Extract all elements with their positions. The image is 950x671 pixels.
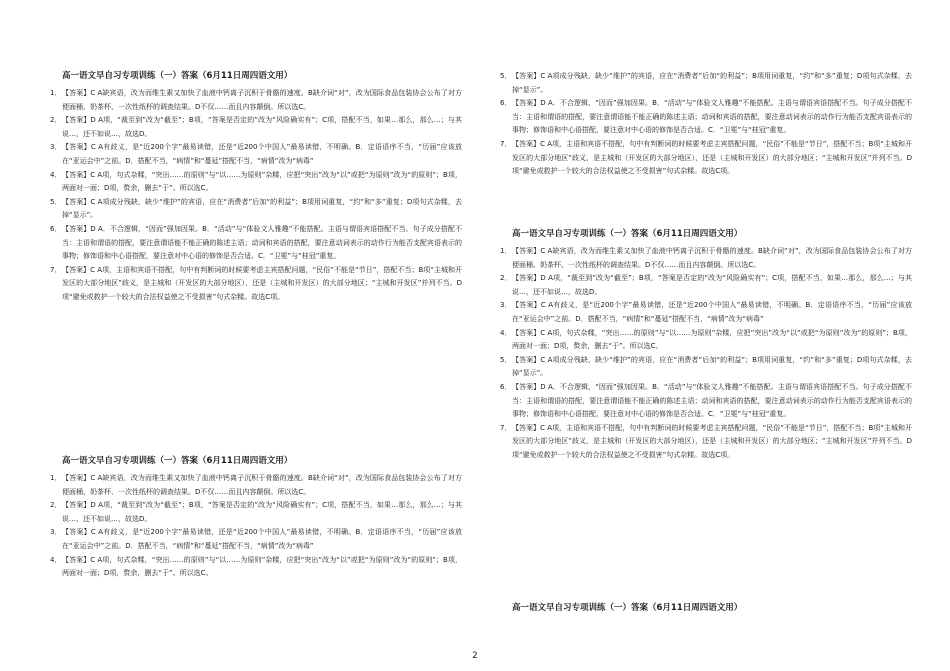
item-text: 【答案】C A有歧义，是“近200个字”最易读错，还是“近200个中国人”最易读错，不明确。B．定语语序不当，“历届”应该放在“亚运会中”之前。D．搭配不当，“病情”和“蔓延”搭配不当，“病情”改为“病毒” [62, 143, 462, 165]
item-number: 7． [50, 265, 62, 274]
answer-item [50, 114, 462, 141]
item-text: 【答案】C A缺宾语，改为而维生素又加快了血液中钙离子沉积于骨骼的速度。B缺介词“对”，改为国际食品包装协会公布了对方便面桶、奶茶杯、一次性纸杯的调查结果。D不仅……而且内容颠倒。所以选C。 [512, 247, 912, 269]
item-number: 4． [50, 555, 62, 564]
section-title: 高一语文早自习专项训练（一）答案（6月11日周四语文用） [62, 71, 293, 81]
item-number: 2． [50, 501, 62, 510]
item-text: 【答案】C A缺宾语，改为而维生素又加快了血液中钙离子沉积于骨骼的速度。B缺介词“对”，改为国际食品包装协会公布了对方便面桶、奶茶杯、一次性纸杯的调查结果。D不仅……而且内容颠倒。所以选C。 [62, 474, 462, 496]
item-number: 4． [500, 328, 512, 337]
answer-block-1-continued [500, 70, 912, 179]
answer-item [500, 272, 912, 299]
answer-item [50, 169, 462, 196]
answer-item [50, 554, 462, 581]
answer-block-2 [50, 455, 462, 581]
item-number: 1． [500, 247, 512, 255]
item-number: 5． [500, 355, 512, 364]
item-text: 【答案】C A项成分残缺，缺少“维护”的宾语，应在“消费者”后加“的利益”；B项用词重复，“约”和“多”重复；D项句式杂糅，去掉“显示”。 [512, 355, 912, 378]
item-number: 6． [500, 99, 512, 108]
item-text: 【答案】D A项，“裁至到”改为“截至”；B项，“答案是否定的”改为“风险确实有”；C项，搭配不当，如果…那么，那么…；与其说…，还不如说…，故选D。 [62, 501, 462, 523]
item-text: 【答案】D A．不合逻辑，“因而”强加因果。B．“活动”与“体验文人雅趣”不能搭配。主语与谓语宾语搭配不当。句子成分搭配不当：主语和谓语的搭配，要注意谓语能不能正确的陈述主语；动词和宾语的搭配，要注意动词表示的动作行为能否支配宾语表示的事物；修饰语和中心语搭配，要注意对中心语的修饰是否合适。C．“卫冕”与“桂冠”重复。 [62, 224, 462, 261]
item-text: 【答案】C A有歧义，是“近200个字”最易读错，还是“近200个中国人”最易读错，不明确。B．定语语序不当，“历届”应该放在“亚运会中”之前。D．搭配不当，“病情”和“蔓延”搭配不当，“病情”改为“病毒” [512, 301, 912, 323]
item-number: 3． [50, 528, 62, 537]
answer-item [500, 354, 912, 381]
item-text: 【答案】C A缺宾语，改为而维生素又加快了血液中钙离子沉积于骨骼的速度。B缺介词“对”，改为国际食品包装协会公布了对方便面桶、奶茶杯、一次性纸杯的调查结果。D不仅……而且内容颠倒。所以选C。 [62, 89, 462, 111]
answer-item [50, 499, 462, 526]
answer-block-4 [500, 602, 912, 619]
answer-item [50, 223, 462, 264]
answer-item [500, 381, 912, 422]
section-title: 高一语文早自习专项训练（一）答案（6月11日周四语文用） [512, 603, 743, 613]
item-number: 5． [500, 72, 512, 80]
item-number: 7． [500, 423, 512, 432]
item-text: 【答案】C A项，主语和宾语不搭配，句中有判断词的时候要考虑主宾搭配问题，“民俗”不能是“节日”，搭配不当；B项“主城和开发区的大部分地区”歧义，是主城和（开发区的大部分地区），还是（主城和开发区）的大部分地区；“主城和开发区”并列不当。D项“避免或救护一个较大的合法权益使之不受损害”句式杂糅。故选C项。 [62, 265, 462, 301]
answer-item [500, 70, 912, 97]
item-number: 7． [500, 139, 512, 148]
item-text: 【答案】C A项，主语和宾语不搭配，句中有判断词的时候要考虑主宾搭配问题，“民俗”不能是“节日”，搭配不当；B项“主城和开发区的大部分地区”歧义，是主城和（开发区的大部分地区），还是（主城和开发区）的大部分地区；“主城和开发区”并列不当。D项“避免或救护一个较大的合法权益使之不受损害”句式杂糅。故选C项。 [512, 423, 912, 459]
item-text: 【答案】C A项，句式杂糅，“突出……的原则”与“以……为原则”杂糅，应把“突出”改为“以”或把“为原则”改为“的原则”；B项，两面对一面；D项，赘余，删去“于”。所以选C。 [62, 170, 462, 193]
item-text: 【答案】D A．不合逻辑，“因而”强加因果。B．“活动”与“体验文人雅趣”不能搭配。主语与谓语宾语搭配不当。句子成分搭配不当：主语和谓语的搭配，要注意谓语能不能正确的陈述主语；动词和宾语的搭配，要注意动词表示的动作行为能否支配宾语表示的事物；修饰语和中心语搭配，要注意对中心语的修饰是否合适。C．“卫冕”与“桂冠”重复。 [512, 99, 912, 135]
answer-item [500, 299, 912, 326]
answer-block-3 [500, 228, 912, 463]
item-number: 3． [50, 143, 62, 152]
page-number: 2 [472, 651, 478, 661]
item-text: 【答案】D A．不合逻辑，“因而”强加因果。B．“活动”与“体验文人雅趣”不能搭配。主语与谓语宾语搭配不当。句子成分搭配不当：主语和谓语的搭配，要注意谓语能不能正确的陈述主语；动词和宾语的搭配，要注意动词表示的动作行为能否支配宾语表示的事物；修饰语和中心语搭配，要注意对中心语的修饰是否合适。C．“卫冕”与“桂冠”重复。 [512, 382, 912, 419]
item-number: 4． [50, 170, 62, 179]
item-text: 【答案】C A项，句式杂糅，“突出……的原则”与“以……为原则”杂糅，应把“突出”改为“以”或把“为原则”改为“的原则”；B项，两面对一面；D项，赘余，删去“于”。所以选C。 [62, 555, 462, 578]
answer-item [500, 245, 912, 272]
item-text: 【答案】D A项，“裁至到”改为“截至”；B项，“答案是否定的”改为“风险确实有”；C项，搭配不当，如果…那么，那么…；与其说…，还不如说…，故选D。 [512, 274, 912, 296]
section-title: 高一语文早自习专项训练（一）答案（6月11日周四语文用） [62, 456, 293, 466]
answer-item [500, 327, 912, 354]
item-number: 1． [50, 474, 62, 482]
answer-item [500, 422, 912, 463]
item-number: 2． [500, 274, 512, 283]
answer-item [500, 97, 912, 138]
answer-block-1 [50, 70, 462, 305]
answer-item [50, 196, 462, 223]
item-number: 2． [50, 116, 62, 125]
answer-item [50, 141, 462, 168]
item-text: 【答案】C A项成分残缺，缺少“维护”的宾语，应在“消费者”后加“的利益”；B项用词重复，“约”和“多”重复；D项句式杂糅，去掉“显示”。 [62, 197, 462, 220]
item-text: 【答案】C A项，句式杂糅，“突出……的原则”与“以……为原则”杂糅，应把“突出”改为“以”或把“为原则”改为“的原则”；B项，两面对一面；D项，赘余，删去“于”。所以选C。 [512, 328, 912, 351]
section-title: 高一语文早自习专项训练（一）答案（6月11日周四语文用） [512, 229, 743, 239]
item-number: 6． [50, 224, 62, 233]
item-text: 【答案】C A项成分残缺，缺少“维护”的宾语，应在“消费者”后加“的利益”；B项用词重复，“约”和“多”重复；D项句式杂糅，去掉“显示”。 [512, 72, 912, 94]
item-text: 【答案】C A有歧义，是“近200个字”最易读错，还是“近200个中国人”最易读错，不明确。B．定语语序不当，“历届”应该放在“亚运会中”之前。D．搭配不当，“病情”和“蔓延”搭配不当，“病情”改为“病毒” [62, 528, 462, 550]
answer-item [50, 87, 462, 114]
item-number: 1． [50, 89, 62, 97]
item-number: 3． [500, 301, 512, 310]
answer-item [500, 138, 912, 179]
answer-item [50, 264, 462, 305]
answer-item [50, 472, 462, 499]
item-number: 5． [50, 197, 62, 206]
answer-item [50, 526, 462, 553]
item-text: 【答案】D A项，“裁至到”改为“截至”；B项，“答案是否定的”改为“风险确实有”；C项，搭配不当，如果…那么，那么…；与其说…，还不如说…，故选D。 [62, 116, 462, 138]
item-text: 【答案】C A项，主语和宾语不搭配，句中有判断词的时候要考虑主宾搭配问题，“民俗”不能是“节日”，搭配不当；B项“主城和开发区的大部分地区”歧义，是主城和（开发区的大部分地区），还是（主城和开发区）的大部分地区；“主城和开发区”并列不当。D项“避免或救护一个较大的合法权益使之不受损害”句式杂糅。故选C项。 [512, 139, 912, 176]
item-number: 6． [500, 382, 512, 391]
